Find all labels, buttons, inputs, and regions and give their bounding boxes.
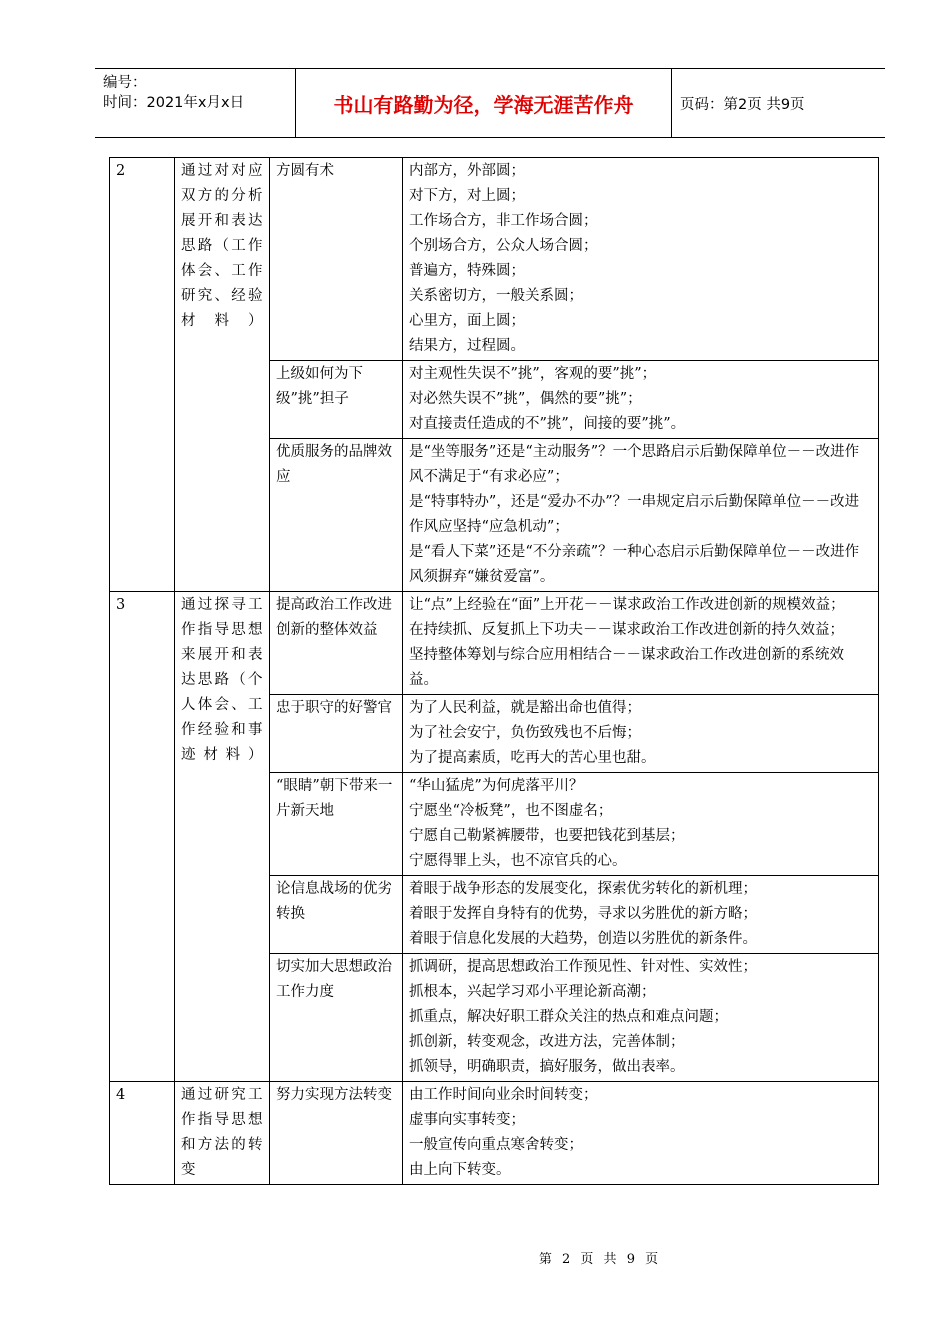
content-line: 为了社会安宁，负伤致残也不后悔；	[409, 725, 641, 741]
item-title: 提高政治工作改进创新的整体效益	[270, 592, 403, 695]
content-line: 宁愿坐“冷板凳”，也不图虚名；	[409, 803, 613, 819]
item-content	[403, 592, 879, 695]
item-title: 切实加大思想政治工作力度	[270, 954, 403, 1082]
number-label: 编号：	[103, 75, 147, 91]
content-line: “华山猛虎”为何虎落平川？	[409, 778, 584, 794]
item-title: 忠于职守的好警官	[270, 695, 403, 773]
item-title: 优质服务的品牌效应	[270, 439, 403, 592]
content-line: 对必然失误不”挑”，偶然的要”挑”；	[409, 391, 642, 407]
item-content	[403, 439, 879, 592]
content-line: 工作场合方，非工作场合圆；	[409, 213, 598, 229]
content-line: 抓领导，明确职责，搞好服务，做出表率。	[409, 1059, 685, 1075]
content-line: 结果方，过程圆。	[409, 338, 525, 354]
page-header	[95, 68, 885, 138]
content-line: 抓重点，解决好职工群众关注的热点和难点问题；	[409, 1009, 728, 1025]
content-line: 让“点”上经验在“面”上开花－－谋求政治工作改进创新的规模效益；	[409, 597, 845, 613]
item-content	[403, 361, 879, 439]
item-content	[403, 876, 879, 954]
content-line: 抓创新，转变观念，改进方法，完善体制；	[409, 1034, 685, 1050]
content-line: 由上向下转变。	[409, 1162, 511, 1178]
group-number: 3	[110, 592, 175, 1082]
content-line: 着眼于战争形态的发展变化，探索优劣转化的新机理；	[409, 881, 757, 897]
content-line: 普遍方，特殊圆；	[409, 263, 525, 279]
content-line: 心里方，面上圆；	[409, 313, 525, 329]
item-content	[403, 773, 879, 876]
content-line: 宁愿得罪上头，也不凉官兵的心。	[409, 853, 627, 869]
item-content	[403, 158, 879, 361]
content-line: 坚持整体筹划与综合应用相结合－－谋求政治工作改进创新的系统效益。	[409, 647, 844, 688]
item-title: 努力实现方法转变	[270, 1082, 403, 1185]
motto: 书山有路勤为径，学海无涯苦作舟	[295, 69, 672, 137]
content-line: 对主观性失误不”挑”，客观的要”挑”；	[409, 366, 657, 382]
group-number: 2	[110, 158, 175, 592]
item-title: 上级如何为下级”挑”担子	[270, 361, 403, 439]
content-line: 虚事向实事转变；	[409, 1112, 525, 1128]
content-line: 是“特事特办”，还是“爱办不办”？一串规定启示后勤保障单位－－改进作风应坚持“应急机动”；	[409, 494, 860, 535]
content-line: 着眼于发挥自身特有的优势，寻求以劣胜优的新方略；	[409, 906, 757, 922]
content-line: 对下方，对上圆；	[409, 188, 525, 204]
content-line: 着眼于信息化发展的大趋势，创造以劣胜优的新条件。	[409, 931, 757, 947]
content-line: 是“坐等服务”还是“主动服务”？一个思路启示后勤保障单位－－改进作风不满足于“有求必应”；	[409, 444, 860, 485]
content-line: 为了提高素质，吃再大的苦心里也甜。	[409, 750, 656, 766]
content-line: 关系密切方，一般关系圆；	[409, 288, 583, 304]
table-row	[110, 592, 879, 695]
group-category: 通过对对应双方的分析展开和表达思路（工作体会、工作研究、经验材料）	[175, 158, 270, 592]
table-row	[110, 1082, 879, 1185]
content-line: 抓调研，提高思想政治工作预见性、针对性、实效性；	[409, 959, 757, 975]
content-line: 宁愿自己勒紧裤腰带，也要把钱花到基层；	[409, 828, 685, 844]
header-meta	[103, 73, 293, 113]
group-category: 通过探寻工作指导思想来展开和表达思路（个人体会、工作经验和事迹材料）	[175, 592, 270, 1082]
item-title: 方圆有术	[270, 158, 403, 361]
content-line: 抓根本，兴起学习邓小平理论新高潮；	[409, 984, 656, 1000]
item-content	[403, 695, 879, 773]
content-line: 为了人民利益，就是豁出命也值得；	[409, 700, 641, 716]
content-line: 个别场合方，公众人场合圆；	[409, 238, 598, 254]
content-line: 一般宣传向重点寒舍转变；	[409, 1137, 583, 1153]
content-line: 对直接责任造成的不”挑”，间接的要”挑”。	[409, 416, 686, 432]
content-line: 在持续抓、反复抓上下功夫－－谋求政治工作改进创新的持久效益；	[409, 622, 844, 638]
content-line: 由工作时间向业余时间转变；	[409, 1087, 598, 1103]
group-category: 通过研究工作指导思想和方法的转变	[175, 1082, 270, 1185]
content-line: 内部方，外部圆；	[409, 163, 525, 179]
page-label: 页码：第2页 共9页	[680, 96, 805, 113]
item-content	[403, 954, 879, 1082]
item-title: “眼睛”朝下带来一片新天地	[270, 773, 403, 876]
time-label: 时间：2021年x月x日	[103, 95, 245, 111]
item-content	[403, 1082, 879, 1185]
group-number: 4	[110, 1082, 175, 1185]
content-line: 是“看人下菜”还是“不分亲疏”？一种心态启示后勤保障单位－－改进作风须摒弃“嫌贫爱富”。	[409, 544, 860, 585]
item-title: 论信息战场的优劣转换	[270, 876, 403, 954]
page-footer: 第 2 页 共 9 页	[538, 1252, 662, 1267]
table-row	[110, 158, 879, 361]
content-table	[109, 157, 879, 1185]
